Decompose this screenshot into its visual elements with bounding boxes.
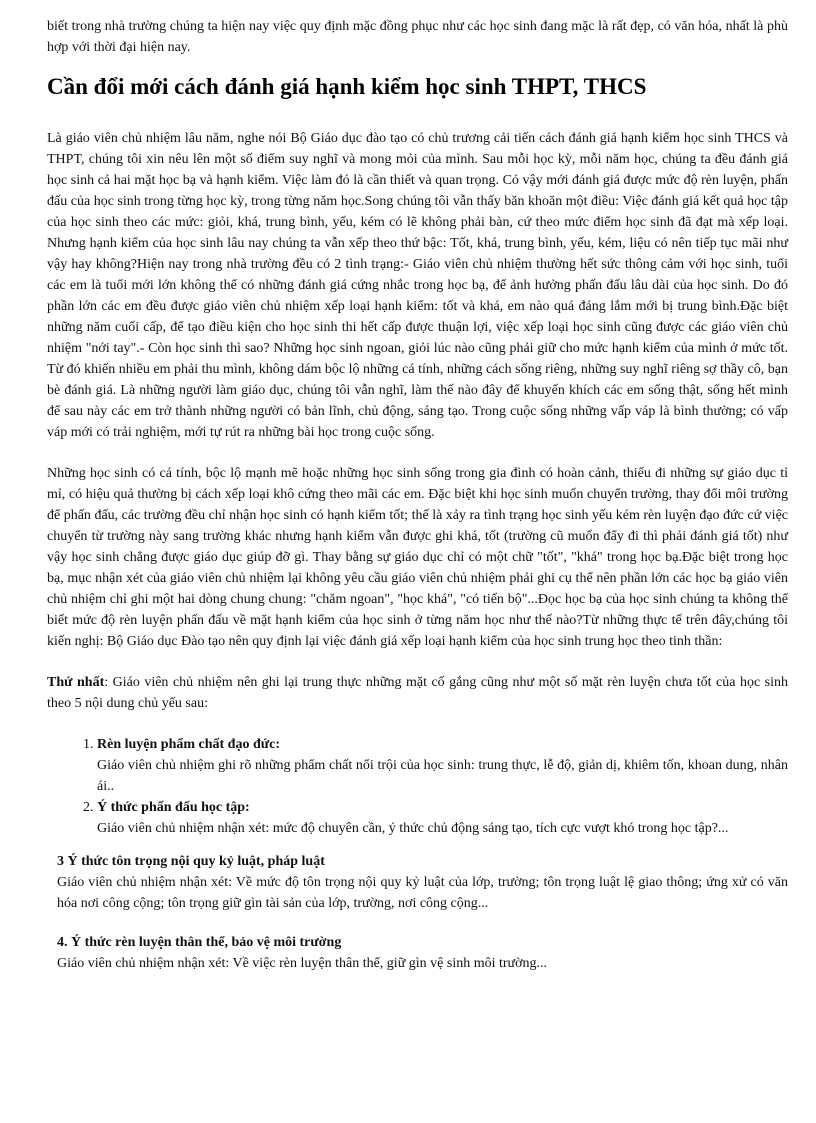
body-paragraph-2: Những học sinh có cá tính, bộc lộ mạnh mẽ hoặc những học sinh sống trong gia đình có hoàn cảnh, thiếu đi những sự giáo dục tỉ mỉ, có hiệu quả thường bị cách xếp loại khô cứng theo mãi các em. Đặc biệt khi học sinh muốn chuyển trường, thay đổi môi trường để phấn đấu, các trường đều chỉ nhận học sinh có hạnh kiểm tốt; thế là xảy ra tình trạng học sinh yếu kém rèn luyện đạo đức cứ việc chuyển từ trường này sang trường khác nhưng hạnh kiểm vẫn được ghi khá, tốt (trường cũ muốn đẩy đi thì phải đánh giá tốt) như vậy học sinh chẳng được giáo dục giúp đỡ gì. Thay bằng sự giáo dục chỉ có một chữ "tốt", "khá" trong học bạ.Đặc biệt trong học bạ, mục nhận xét của giáo viên chủ nhiệm lại không yêu cầu giáo viên chủ nhiệm phải ghi cụ thể nên phần lớn các học bạ giáo viên chủ nhiệm chỉ ghi một hai dòng chung chung: "chăm ngoan", "học khá", "có tiến bộ"...Đọc học bạ của học sinh chúng ta không thể biết mức độ rèn luyện phấn đấu về mặt hạnh kiểm của học sinh ở từng năm học như thế nào?Từ những thực tế trên đây,chúng tôi kiến nghị: Bộ Giáo dục Đào tạo nên quy định lại việc đánh giá xếp loại hạnh kiểm của học sinh trung học theo tinh thần: (47, 466, 788, 649)
section-3 (47, 851, 788, 914)
section-4 (47, 932, 788, 974)
section-3-desc: Giáo viên chủ nhiệm nhận xét: Về mức độ tôn trọng nội quy kỷ luật của lớp, trường; tôn trọng luật lệ giao thông; ứng xử có văn hóa nơi công cộng; tôn trọng giữ gìn tài sản của lớp, trường, nơi công cộng... (57, 875, 788, 911)
first-point-label: Thứ nhất (47, 675, 105, 690)
criteria-list (47, 734, 788, 839)
first-point-paragraph (47, 672, 788, 714)
criteria-item (97, 797, 788, 839)
intro-paragraph: biết trong nhà trường chúng ta hiện nay việc quy định mặc đồng phục như các học sinh đang mặc là rất đẹp, có văn hóa, nhất là phù hợp với thời đại hiện nay. (47, 19, 788, 55)
section-4-title: 4. Ý thức rèn luyện thân thể, bảo vệ môi trường (57, 935, 342, 950)
section-3-title: 3 Ý thức tôn trọng nội quy kỷ luật, pháp luật (57, 854, 325, 869)
article-title: Cần đổi mới cách đánh giá hạnh kiểm học sinh THPT, THCS (47, 74, 647, 99)
criteria-item-desc: Giáo viên chủ nhiệm nhận xét: mức độ chuyên cần, ý thức chủ động sáng tạo, tích cực vượt khó trong học tập?... (97, 821, 729, 836)
criteria-item (97, 734, 788, 797)
body-paragraph-1: Là giáo viên chủ nhiệm lâu năm, nghe nói Bộ Giáo dục đào tạo có chủ trương cải tiến cách đánh giá hạnh kiểm học sinh THCS và THPT, chúng tôi xin nêu lên một số điểm suy nghĩ và mong mỏi của mình. Sau mỗi học kỳ, mỗi năm học, chúng ta đều đánh giá học sinh cả hai mặt học bạ và hạnh kiểm. Việc làm đó là cần thiết và quan trọng. Có vậy mới đánh giá được mức độ rèn luyện, phấn đấu của học sinh trong từng học kỳ, trong từng năm học.Song chúng tôi vẫn thấy băn khoăn một điều: Việc đánh giá kết quả học tập của học sinh theo các mức: giỏi, khá, trung bình, yếu, kém có lẽ không phải bàn, cứ theo mức điểm học sinh đã đạt mà xếp loại. Nhưng hạnh kiểm của học sinh lâu nay chúng ta vẫn xếp theo thứ bậc: Tốt, khá, trung bình, yếu, kém, liệu có nên tiếp tục mãi như vậy hay không?Hiện nay trong nhà trường đều có 2 tình trạng:- Giáo viên chủ nhiệm thường hết sức thông cảm với học sinh, tuổi các em là tuổi mới lớn không thể có những đánh giá cứng nhắc trong học bạ, để ảnh hưởng phấn đấu lâu dài của học sinh. Do đó phần lớn các em đều được giáo viên chủ nhiệm xếp loại hạnh kiểm: tốt và khá, em nào quá đáng lắm mới bị trung bình.Đặc biệt những năm cuối cấp, để tạo điều kiện cho học sinh thi hết cấp được thuận lợi, việc xếp loại học sinh cũng được các giáo viên chủ nhiệm "nới tay".- Còn học sinh thì sao? Những học sinh ngoan, giỏi lúc nào cũng phải giữ cho mức hạnh kiểm của mình ở mức tốt. Từ đó khiến nhiều em phải thu mình, không dám bộc lộ những cá tính, những cách sống riêng, những suy nghĩ riêng sợ thầy cô, bạn bè đánh giá. Là những người làm giáo dục, chúng tôi vẫn nghĩ, làm thế nào đây để khuyến khích các em sống thật, sống hết mình để sau này các em trở thành những người có bản lĩnh, chủ động, sáng tạo. Trong cuộc sống những vấp váp là bình thường; có vấp váp mới có trải nghiệm, mới tự rút ra những bài học trong cuộc sống. (47, 131, 788, 440)
first-point-text: : Giáo viên chủ nhiệm nên ghi lại trung thực những mặt cố gắng cũng như một số mặt rèn luyện chưa tốt của học sinh theo 5 nội dung chủ yếu sau: (47, 675, 788, 711)
criteria-item-desc: Giáo viên chủ nhiệm ghi rõ những phẩm chất nổi trội của học sinh: trung thực, lễ độ, giản dị, khiêm tốn, khoan dung, nhân ái.. (97, 758, 788, 794)
criteria-item-title: 1. Rèn luyện phẩm chất đạo đức: (97, 737, 281, 752)
criteria-item-title: 2. Ý thức phấn đấu học tập: (97, 800, 250, 815)
section-4-desc: Giáo viên chủ nhiệm nhận xét: Về việc rèn luyện thân thể, giữ gìn vệ sinh môi trường... (57, 956, 548, 971)
